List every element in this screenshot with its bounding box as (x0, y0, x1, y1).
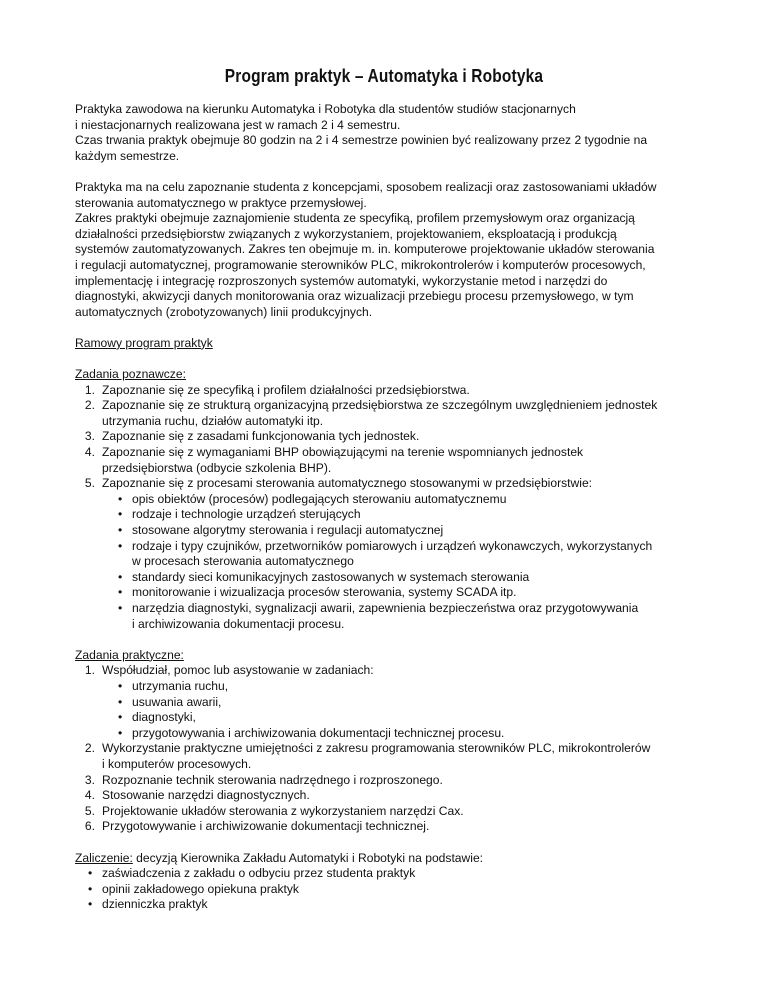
item-text: w procesach sterowania automatycznego (132, 554, 354, 569)
item-text: Zapoznanie się ze strukturą organizacyjną przedsiębiorstwa ze szczególnym uwzględnieniem jednostek (102, 398, 658, 413)
item-text: Zapoznanie się z zasadami funkcjonowania tych jednostek. (102, 429, 420, 444)
item-number: 4. (84, 788, 95, 803)
item-number: 5. (84, 476, 95, 491)
item-text: utrzymania ruchu, działów automatyki itp. (102, 413, 324, 428)
item-text: Stosowanie narzędzi diagnostycznych. (102, 788, 310, 803)
item-text: utrzymania ruchu, (132, 678, 229, 693)
bullet-item (75, 507, 705, 523)
item-text: stosowane algorytmy sterowania i regulacji automatycznej (132, 523, 444, 538)
item-text: opis obiektów (procesów) podlegających sterowaniu automatycznemu (132, 491, 507, 506)
bullet-item (75, 866, 705, 882)
bullet-item (75, 695, 705, 711)
bullet-icon: • (88, 881, 93, 896)
item-text: Rozpoznanie technik sterowania nadrzędnego i rozproszonego. (102, 772, 443, 787)
bullet-icon: • (118, 507, 123, 522)
item-text: Przygotowywanie i archiwizowanie dokumentacji technicznej. (102, 819, 430, 834)
process-control-sublist (75, 492, 705, 632)
text-line: implementację i integrację rozproszonych systemów automatyki, wykorzystanie metod i narzędzi do (75, 273, 608, 288)
credit-line (75, 851, 705, 867)
item-text: i komputerów procesowych. (102, 756, 252, 771)
text-line: automatycznych (zrobotyzowanych) linii produkcyjnych. (75, 304, 373, 319)
bullet-item (75, 882, 705, 898)
item-text: Zapoznanie się ze specyfiką i profilem działalności przedsiębiorstwa. (102, 382, 470, 397)
text-line: Praktyka zawodowa na kierunku Automatyka i Robotyka dla studentów studiów stacjonarnych (75, 102, 576, 116)
item-text: opinii zakładowego opiekuna praktyk (102, 881, 299, 896)
page-title: Program praktyk – Automatyka i Robotyka (224, 66, 544, 86)
bullet-icon: • (118, 491, 123, 506)
bullet-item (75, 492, 705, 508)
bullet-item (75, 601, 705, 632)
assist-tasks-sublist (75, 679, 705, 741)
item-text: rodzaje i technologie urządzeń sterujących (132, 507, 361, 522)
text-line: Zakres praktyki obejmuje zaznajomienie studenta ze specyfiką, profilem przemysłowym oraz organizacją (75, 211, 635, 226)
bullet-icon: • (118, 710, 123, 725)
list-item (75, 741, 705, 772)
item-text: standardy sieci komunikacyjnych zastosowanych w systemach sterowania (132, 569, 530, 584)
text-line: Praktyka ma na celu zapoznanie studenta z koncepcjami, sposobem realizacji oraz zastosowaniami układów (75, 179, 657, 194)
framework-heading: Ramowy program praktyk (75, 335, 213, 350)
item-text: przedsiębiorstwa (odbycie szkolenia BHP). (102, 460, 332, 475)
bullet-item (75, 523, 705, 539)
purpose-paragraph (75, 180, 705, 320)
text-line: i regulacji automatycznej, programowanie sterowników PLC, mikrokontrolerów i komputerów procesowych, (75, 257, 646, 272)
list-item (75, 788, 705, 804)
bullet-item (75, 679, 705, 695)
list-item (75, 383, 705, 399)
cognitive-tasks-list (75, 383, 705, 492)
text-line: działalności przedsiębiorstw związanych z wykorzystaniem, projektowaniem, eksploatacją i produkcją (75, 226, 617, 241)
cognitive-tasks-heading: Zadania poznawcze: (75, 367, 186, 382)
item-text: przygotowywania i archiwizowania dokumentacji technicznej procesu. (132, 725, 505, 740)
bullet-item (75, 585, 705, 601)
list-item (75, 429, 705, 445)
document-body (75, 102, 705, 913)
item-text: Projektowanie układów sterowania z wykorzystaniem narzędzi Cax. (102, 803, 464, 818)
item-number: 2. (84, 398, 95, 413)
bullet-icon: • (118, 601, 123, 615)
text-line: diagnostyki, akwizycji danych monitorowania oraz wizualizacji przebiegu procesu przemysłowego, w tym (75, 289, 634, 304)
bullet-icon: • (118, 678, 123, 693)
list-item (75, 476, 705, 492)
practical-tasks-list-cont (75, 741, 705, 835)
text-line: systemów zautomatyzowanych. Zakres ten obejmuje m. in. komputerowe projektowanie układów sterowania (75, 242, 655, 257)
item-text: rodzaje i typy czujników, przetworników pomiarowych i urządzeń wykonawczych, wykorzystanych (132, 538, 653, 553)
credit-heading: Zaliczenie: (75, 850, 133, 865)
bullet-icon: • (88, 866, 93, 881)
bullet-icon: • (118, 523, 123, 538)
item-number: 4. (84, 445, 95, 460)
text-line: Czas trwania praktyk obejmuje 80 godzin na 2 i 4 semestrze powinien być realizowany przez 2 tygodnie na (75, 133, 648, 148)
practical-tasks-heading: Zadania praktyczne: (75, 647, 184, 662)
list-item (75, 819, 705, 835)
item-number: 3. (84, 429, 95, 444)
bullet-icon: • (118, 694, 123, 709)
text-line: i niestacjonarnych realizowana jest w ramach 2 i 4 semestru. (75, 117, 401, 132)
bullet-icon: • (118, 538, 123, 553)
item-text: diagnostyki, (132, 710, 196, 725)
bullet-icon: • (118, 725, 123, 740)
item-text: Zapoznanie się z wymaganiami BHP obowiązującymi na terenie wspomnianych jednostek (102, 445, 584, 460)
bullet-item (75, 726, 705, 742)
text-line: sterowania automatycznego w praktyce przemysłowej. (75, 195, 367, 210)
text-line: każdym semestrze. (75, 148, 180, 163)
item-text: zaświadczenia z zakładu o odbyciu przez studenta praktyk (102, 866, 416, 881)
bullet-item (75, 570, 705, 586)
credit-list (75, 866, 705, 913)
bullet-icon: • (118, 569, 123, 584)
intro-paragraph (75, 102, 705, 164)
item-text: Zapoznanie się z procesami sterowania automatycznego stosowanymi w przedsiębiorstwie: (102, 476, 593, 491)
item-text: Wykorzystanie praktyczne umiejętności z zakresu programowania sterowników PLC, mikrokontrolerów (102, 741, 651, 756)
list-item (75, 445, 705, 476)
item-text: dzienniczka praktyk (102, 897, 208, 912)
bullet-item (75, 897, 705, 913)
bullet-item (75, 539, 705, 570)
item-text: Współudział, pomoc lub asystowanie w zadaniach: (102, 663, 374, 678)
list-item (75, 804, 705, 820)
list-item (75, 663, 705, 679)
item-number: 5. (84, 803, 95, 818)
item-text: monitorowanie i wizualizacja procesów sterowania, systemy SCADA itp. (132, 585, 517, 600)
item-number: 1. (84, 382, 95, 397)
practical-tasks-list (75, 663, 705, 679)
credit-text: decyzją Kierownika Zakładu Automatyki i Robotyki na podstawie: (132, 850, 484, 865)
bullet-icon: • (118, 585, 123, 600)
bullet-item (75, 710, 705, 726)
item-text: i archiwizowania dokumentacji procesu. (132, 616, 345, 631)
item-text: narzędzia diagnostyki, sygnalizacji awarii, zapewnienia bezpieczeństwa oraz przygotowywania (132, 601, 639, 615)
item-number: 1. (84, 663, 95, 678)
list-item (75, 398, 705, 429)
list-item (75, 773, 705, 789)
item-number: 6. (84, 819, 95, 834)
item-number: 2. (84, 741, 95, 756)
item-text: usuwania awarii, (132, 694, 222, 709)
bullet-icon: • (88, 897, 93, 912)
item-number: 3. (84, 772, 95, 787)
